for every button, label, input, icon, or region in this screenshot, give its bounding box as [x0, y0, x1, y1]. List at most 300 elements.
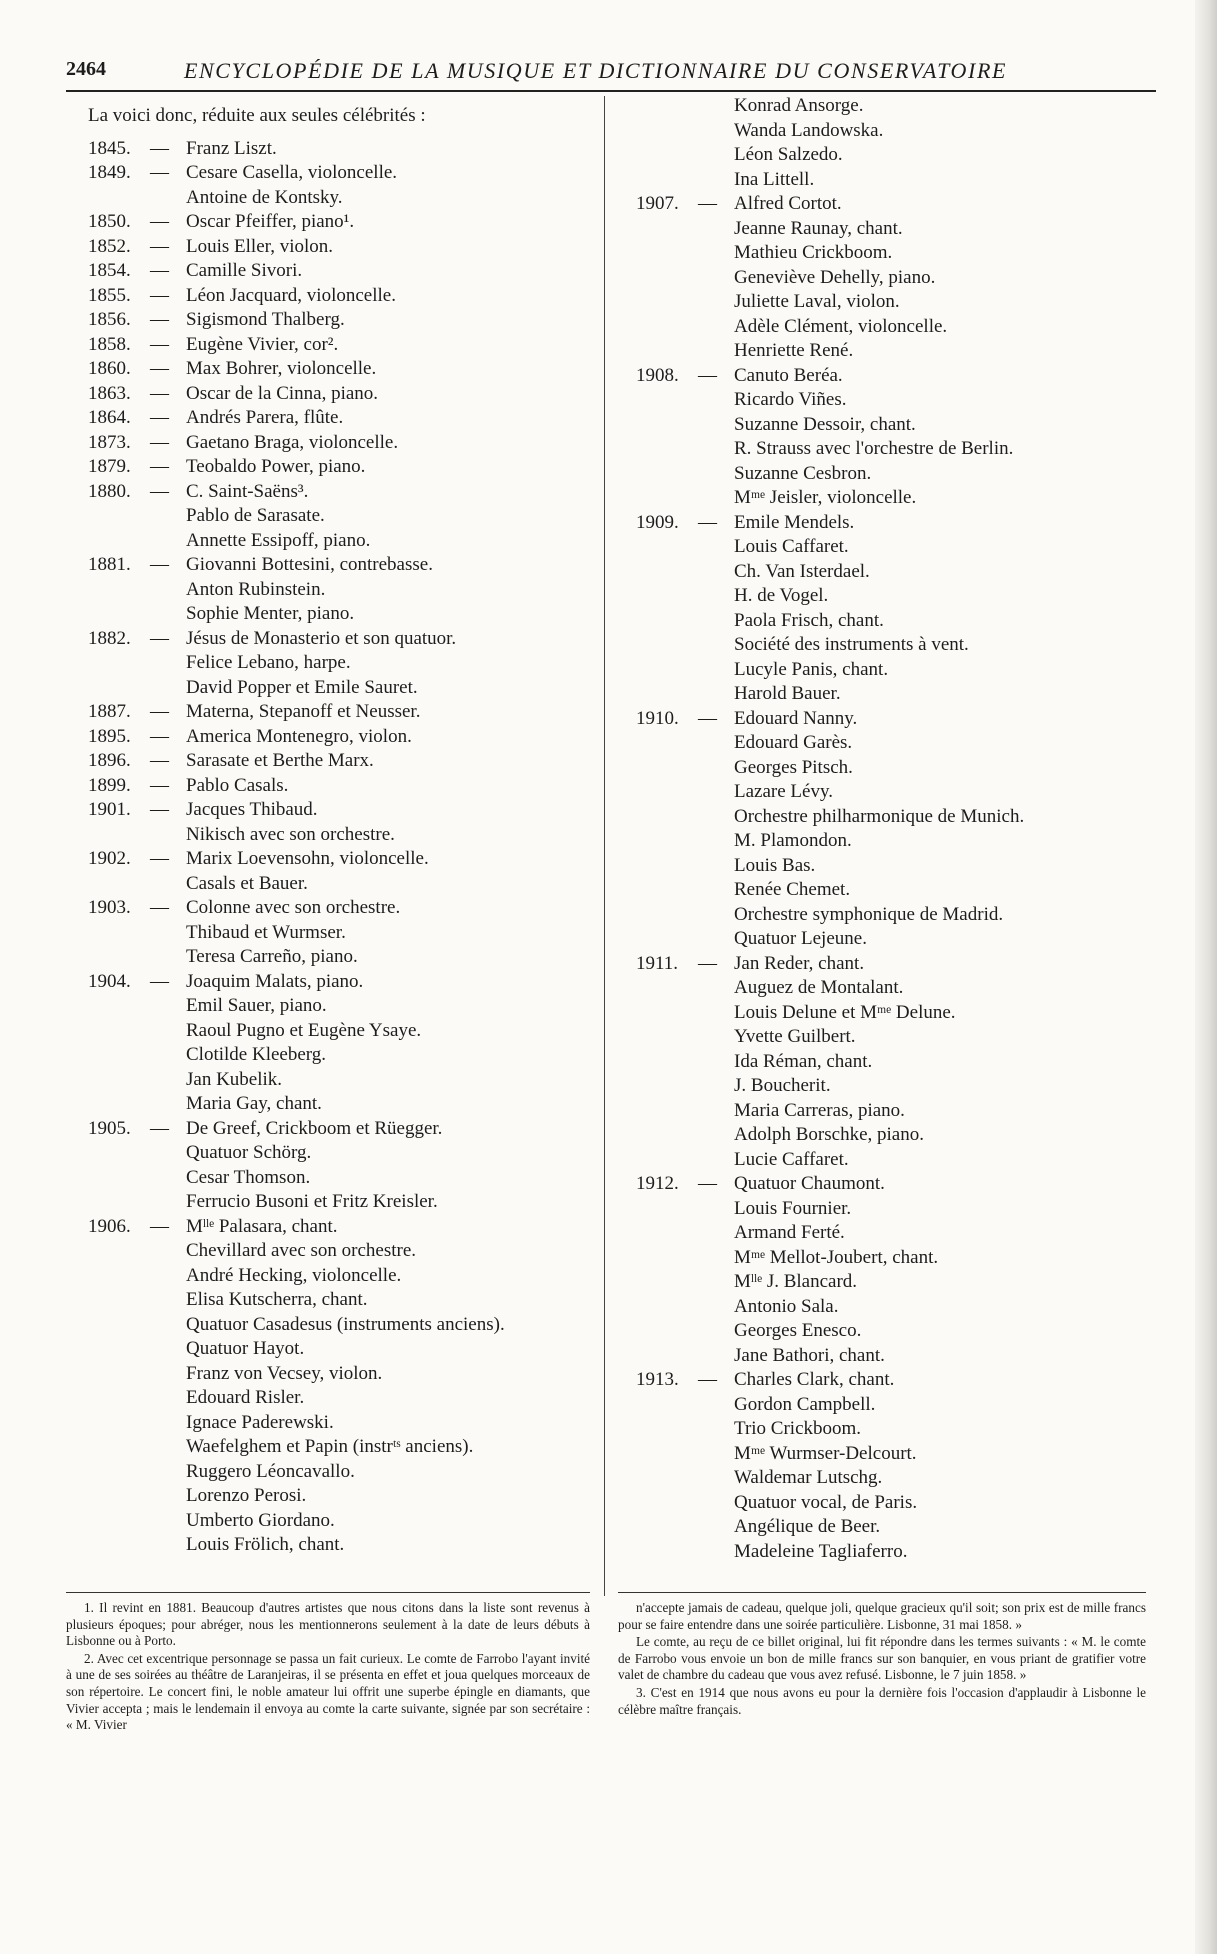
intro-text: La voici donc, réduite aux seules célébrités :: [88, 105, 426, 126]
entry-year: 1856.: [88, 309, 131, 330]
entry-name: Renée Chemet.: [734, 879, 851, 900]
list-entry: [88, 700, 598, 725]
list-entry: [88, 847, 598, 872]
list-entry: [636, 94, 1156, 119]
entry-name: Sigismond Thalberg.: [186, 309, 345, 330]
list-entry: [88, 1141, 598, 1166]
entry-name: Emil Sauer, piano.: [186, 995, 327, 1016]
entry-dash: —: [698, 1173, 717, 1194]
list-entry: [88, 970, 598, 995]
page-header: [66, 58, 1156, 90]
list-entry: [88, 823, 598, 848]
entry-name: Louis Bas.: [734, 854, 816, 876]
entry-year: 1895.: [88, 725, 131, 747]
header-rule: [66, 90, 1156, 92]
entry-name: Quatuor Schörg.: [186, 1142, 312, 1163]
list-entry: [636, 1540, 1156, 1565]
entry-dash: —: [150, 970, 169, 992]
entry-name: Paola Frisch, chant.: [734, 609, 884, 631]
entry-name: Chevillard avec son orchestre.: [186, 1240, 417, 1261]
list-entry: [88, 1092, 598, 1117]
entry-year: 1901.: [88, 799, 131, 820]
entry-name: Mᵐᵉ Mellot-Joubert, chant.: [734, 1246, 939, 1268]
list-entry: [88, 259, 598, 284]
entry-name: Oscar Pfeiffer, piano¹.: [186, 211, 355, 232]
entry-name: Maria Gay, chant.: [186, 1093, 322, 1114]
list-entry: [636, 1466, 1156, 1491]
entry-name: Franz von Vecsey, violon.: [186, 1362, 383, 1384]
list-entry: [88, 1460, 598, 1485]
entry-year: 1873.: [88, 431, 131, 453]
list-entry: [636, 1270, 1156, 1295]
list-entry: [636, 560, 1156, 585]
entry-dash: —: [150, 701, 169, 722]
entry-name: R. Strauss avec l'orchestre de Berlin.: [734, 438, 1014, 459]
footnote-paragraph: 2. Avec cet excentrique personnage se passa un fait curieux. Le comte de Farrobo l'ayant invité à une de ses soirées au théâtre de Laranjeiras, il se présenta en effet et joua quelques morceaux de son répertoire. Le concert fini, le noble amateur lui offrit une superbe épingle en diamants, que Vivier accepta ; mais le lendemain il envoya au comte la carte suivante, signée par son secrétaire : « M. Vivier: [66, 1650, 590, 1733]
entry-name: Ricardo Viñes.: [734, 389, 847, 410]
entry-dash: —: [150, 333, 169, 355]
entry-year: 1908.: [636, 364, 679, 386]
list-entry: [88, 921, 598, 946]
entry-name: Max Bohrer, violoncelle.: [186, 358, 377, 379]
entry-name: C. Saint-Saëns³.: [186, 480, 309, 502]
list-entry: [88, 1509, 598, 1534]
list-entry: [636, 241, 1156, 266]
entry-name: Ferrucio Busoni et Fritz Kreisler.: [186, 1191, 438, 1212]
entry-name: Mˡˡᵉ Palasara, chant.: [186, 1215, 338, 1237]
list-entry: [88, 749, 598, 774]
entry-year: 1852.: [88, 235, 131, 257]
entry-name: Raoul Pugno et Eugène Ysaye.: [186, 1019, 422, 1041]
entry-name: Antonio Sala.: [734, 1295, 839, 1317]
list-entry: [88, 382, 598, 407]
entry-name: Jan Kubelik.: [186, 1068, 283, 1090]
list-entry: [88, 333, 598, 358]
list-entry: [88, 431, 598, 456]
entry-name: Jacques Thibaud.: [186, 799, 318, 820]
entry-name: Eugène Vivier, cor².: [186, 333, 339, 355]
list-entry: [88, 1264, 598, 1289]
entry-name: Pablo de Sarasate.: [186, 505, 325, 526]
list-entry: [88, 504, 598, 529]
list-entry: [636, 682, 1156, 707]
list-entry: [88, 1386, 598, 1411]
entry-name: Clotilde Kleeberg.: [186, 1044, 327, 1065]
entry-name: Emile Mendels.: [734, 511, 855, 533]
entry-name: André Hecking, violoncelle.: [186, 1264, 402, 1286]
list-entry: [636, 143, 1156, 168]
entry-name: Pablo Casals.: [186, 774, 289, 796]
list-entry: [636, 290, 1156, 315]
footnote-paragraph: 1. Il revint en 1881. Beaucoup d'autres artistes que nous citons dans la liste sont revenus à plusieurs époques; pour abréger, nous les mentionnerons seulement à la date de leurs débuts à Lisbonne ou à Porto.: [66, 1600, 590, 1649]
entry-name: Ida Réman, chant.: [734, 1050, 873, 1072]
entry-name: Cesar Thomson.: [186, 1166, 311, 1188]
list-entry: [636, 535, 1156, 560]
list-entry: [636, 1197, 1156, 1222]
list-entry: [636, 731, 1156, 756]
entry-year: 1854.: [88, 260, 131, 281]
entry-name: Quatuor Chaumont.: [734, 1173, 885, 1194]
list-entry: [636, 756, 1156, 781]
entry-name: Léon Salzedo.: [734, 144, 843, 165]
list-entry: [636, 511, 1156, 536]
entry-dash: —: [150, 162, 169, 183]
entry-name: Nikisch avec son orchestre.: [186, 823, 395, 845]
entry-name: Lazare Lévy.: [734, 781, 833, 802]
list-entry: [636, 1148, 1156, 1173]
entry-dash: —: [698, 511, 717, 533]
entry-name: Juliette Laval, violon.: [734, 291, 900, 312]
footnote-paragraph: Le comte, au reçu de ce billet original, lui fit répondre dans les termes suivants : « M. le comte de Farrobo vous envoie un bon de mille francs sur son banquier, en vous priant de gratifier votre valet de chambre du cadeau que vous avez refusé. Lisbonne, le 7 juin 1858. »: [618, 1634, 1146, 1683]
entry-name: Henriette René.: [734, 340, 854, 361]
entry-year: 1902.: [88, 848, 131, 869]
list-entry: [88, 1190, 598, 1215]
entry-dash: —: [150, 897, 169, 918]
list-entry: [88, 1337, 598, 1362]
list-entry: [636, 805, 1156, 830]
list-entry: [636, 462, 1156, 487]
entry-name: Giovanni Bottesini, contrebasse.: [186, 554, 433, 575]
list-entry: [636, 707, 1156, 732]
list-entry: [88, 1239, 598, 1264]
list-entry: [88, 774, 598, 799]
entry-dash: —: [150, 284, 169, 306]
entry-name: Edouard Risler.: [186, 1387, 305, 1408]
list-entry: [88, 1215, 598, 1240]
entry-name: Oscar de la Cinna, piano.: [186, 382, 379, 404]
entry-year: 1855.: [88, 284, 131, 306]
entry-name: Lucyle Panis, chant.: [734, 658, 889, 680]
list-entry: [636, 878, 1156, 903]
page-number: 2464: [66, 58, 106, 80]
entry-dash: —: [150, 799, 169, 820]
list-entry: [88, 357, 598, 382]
footnotes-left: [66, 1600, 590, 1735]
entry-year: 1909.: [636, 511, 679, 533]
entry-name: Edouard Garès.: [734, 732, 853, 753]
entry-name: Quatuor Hayot.: [186, 1338, 305, 1359]
entry-year: 1899.: [88, 774, 131, 796]
entry-name: Franz Liszt.: [186, 137, 277, 159]
entry-year: 1911.: [636, 952, 679, 974]
entry-name: Ina Littell.: [734, 168, 815, 190]
list-entry: [88, 1313, 598, 1338]
list-entry: [88, 210, 598, 235]
list-entry: [88, 553, 598, 578]
list-entry: [88, 1043, 598, 1068]
entry-name: Louis Frölich, chant.: [186, 1534, 345, 1555]
entry-dash: —: [150, 480, 169, 502]
list-entry: [88, 284, 598, 309]
list-entry: [636, 1025, 1156, 1050]
entry-dash: —: [698, 952, 717, 974]
list-entry: [636, 1368, 1156, 1393]
entry-name: David Popper et Emile Sauret.: [186, 676, 418, 698]
entry-year: 1906.: [88, 1215, 131, 1237]
entry-dash: —: [150, 1117, 169, 1139]
list-entry: [636, 976, 1156, 1001]
left-column: [88, 104, 598, 1558]
list-entry: [88, 308, 598, 333]
list-entry: [88, 1288, 598, 1313]
entry-name: Auguez de Montalant.: [734, 977, 904, 998]
list-entry: [88, 1435, 598, 1460]
list-entry: [636, 780, 1156, 805]
entry-name: Quatuor vocal, de Paris.: [734, 1491, 918, 1513]
list-entry: [636, 633, 1156, 658]
entry-name: Jeanne Raunay, chant.: [734, 217, 903, 239]
entry-name: Materna, Stepanoff et Neusser.: [186, 701, 421, 722]
list-entry: [88, 1166, 598, 1191]
entry-name: Thibaud et Wurmser.: [186, 921, 346, 943]
list-entry: [88, 529, 598, 554]
entry-name: Teobaldo Power, piano.: [186, 456, 366, 477]
entry-dash: —: [150, 358, 169, 379]
entry-dash: —: [150, 554, 169, 575]
entry-dash: —: [150, 137, 169, 159]
entry-name: Elisa Kutscherra, chant.: [186, 1289, 368, 1310]
list-entry: [636, 413, 1156, 438]
entry-name: Umberto Giordano.: [186, 1509, 335, 1531]
list-entry: [88, 455, 598, 480]
list-entry: [88, 1068, 598, 1093]
entry-name: Geneviève Dehelly, piano.: [734, 266, 936, 288]
entry-name: Suzanne Dessoir, chant.: [734, 413, 916, 435]
list-entry: [88, 651, 598, 676]
list-entry: [88, 137, 598, 162]
entry-dash: —: [150, 456, 169, 477]
entry-name: Cesare Casella, violoncelle.: [186, 162, 398, 183]
list-entry: [636, 1295, 1156, 1320]
entry-year: 1881.: [88, 554, 131, 575]
list-entry: [636, 1246, 1156, 1271]
entry-year: 1887.: [88, 701, 131, 722]
list-entry: [88, 161, 598, 186]
entry-name: Trio Crickboom.: [734, 1418, 862, 1439]
list-entry: [636, 1491, 1156, 1516]
list-entry: [636, 829, 1156, 854]
list-entry: [88, 186, 598, 211]
running-title: ENCYCLOPÉDIE DE LA MUSIQUE ET DICTIONNAIRE DU CONSERVATOIRE: [184, 58, 1008, 83]
left-entries: [88, 137, 598, 1558]
entry-name: Wanda Landowska.: [734, 119, 884, 141]
entry-dash: —: [150, 1215, 169, 1237]
entry-name: Colonne avec son orchestre.: [186, 897, 401, 918]
entry-name: Waldemar Lutschg.: [734, 1467, 883, 1488]
entry-name: J. Boucherit.: [734, 1075, 831, 1096]
entry-year: 1880.: [88, 480, 131, 502]
entry-dash: —: [150, 750, 169, 771]
entry-name: Charles Clark, chant.: [734, 1369, 895, 1390]
entry-dash: —: [150, 382, 169, 404]
entry-name: Annette Essipoff, piano.: [186, 529, 371, 551]
footnote-rule-right: [618, 1592, 1146, 1593]
entry-dash: —: [698, 707, 717, 729]
list-entry: [88, 1117, 598, 1142]
list-entry: [88, 1362, 598, 1387]
entry-year: 1882.: [88, 627, 131, 649]
list-entry: [636, 266, 1156, 291]
entry-name: Lucie Caffaret.: [734, 1148, 849, 1170]
entry-name: Quatuor Lejeune.: [734, 928, 867, 949]
entry-name: Gordon Campbell.: [734, 1393, 876, 1415]
entry-name: Joaquim Malats, piano.: [186, 970, 364, 992]
list-entry: [636, 339, 1156, 364]
list-entry: [88, 945, 598, 970]
list-entry: [636, 1099, 1156, 1124]
entry-year: 1850.: [88, 211, 131, 232]
page-edge: [1195, 0, 1217, 1954]
entry-year: 1913.: [636, 1369, 679, 1390]
entry-year: 1845.: [88, 137, 131, 159]
entry-dash: —: [150, 774, 169, 796]
entry-year: 1904.: [88, 970, 131, 992]
footnotes-right: [618, 1600, 1146, 1719]
entry-name: Marix Loevensohn, violoncelle.: [186, 848, 429, 869]
list-entry: [88, 578, 598, 603]
entry-dash: —: [150, 260, 169, 281]
entry-year: 1912.: [636, 1173, 679, 1194]
list-entry: [636, 1515, 1156, 1540]
entry-name: Jane Bathori, chant.: [734, 1344, 885, 1366]
entry-name: Orchestre symphonique de Madrid.: [734, 903, 1004, 925]
right-entries: [636, 94, 1156, 1564]
right-column: [636, 94, 1156, 1564]
entry-dash: —: [698, 364, 717, 386]
entry-name: Adolph Borschke, piano.: [734, 1124, 924, 1145]
entry-name: Madeleine Tagliaferro.: [734, 1540, 908, 1562]
entry-name: Jésus de Monasterio et son quatuor.: [186, 627, 457, 649]
list-entry: [636, 584, 1156, 609]
column-divider: [604, 96, 605, 1596]
entry-name: Canuto Beréa.: [734, 364, 843, 386]
entry-name: Lorenzo Perosi.: [186, 1485, 307, 1506]
list-entry: [636, 1417, 1156, 1442]
list-entry: [88, 235, 598, 260]
list-entry: [88, 480, 598, 505]
list-entry: [88, 798, 598, 823]
list-entry: [636, 609, 1156, 634]
entry-name: America Montenegro, violon.: [186, 725, 412, 747]
list-entry: [88, 406, 598, 431]
entry-name: Ch. Van Isterdael.: [734, 560, 870, 582]
entry-name: Yvette Guilbert.: [734, 1026, 856, 1047]
list-entry: [636, 1442, 1156, 1467]
list-entry: [636, 1074, 1156, 1099]
entry-year: 1863.: [88, 382, 131, 404]
list-entry: [636, 1001, 1156, 1026]
list-entry: [636, 437, 1156, 462]
entry-name: Ignace Paderewski.: [186, 1411, 334, 1433]
entry-name: Andrés Parera, flûte.: [186, 407, 344, 428]
entry-dash: —: [150, 627, 169, 649]
list-entry: [636, 1344, 1156, 1369]
entry-dash: —: [698, 193, 717, 214]
entry-name: Sophie Menter, piano.: [186, 603, 355, 624]
footnote-paragraph: n'accepte jamais de cadeau, quelque joli, quelque gracieux qu'il soit; son prix est de mille francs pour se faire entendre dans une soirée particulière. Lisbonne, 31 mai 1858. »: [618, 1600, 1146, 1632]
entry-name: Mˡˡᵉ J. Blancard.: [734, 1271, 858, 1292]
list-entry: [636, 1123, 1156, 1148]
entry-name: Sarasate et Berthe Marx.: [186, 750, 374, 771]
entry-name: Teresa Carreño, piano.: [186, 946, 358, 967]
list-entry: [636, 658, 1156, 683]
entry-year: 1849.: [88, 162, 131, 183]
list-entry: [636, 388, 1156, 413]
list-entry: [88, 602, 598, 627]
entry-name: Harold Bauer.: [734, 683, 841, 704]
list-entry: [88, 725, 598, 750]
entry-dash: —: [150, 211, 169, 232]
entry-year: 1910.: [636, 707, 679, 729]
entry-name: Maria Carreras, piano.: [734, 1099, 905, 1121]
entry-name: Jan Reder, chant.: [734, 952, 865, 974]
list-entry: [636, 315, 1156, 340]
entry-name: Konrad Ansorge.: [734, 95, 864, 116]
list-entry: [636, 364, 1156, 389]
entry-dash: —: [150, 431, 169, 453]
entry-year: 1864.: [88, 407, 131, 428]
entry-dash: —: [150, 725, 169, 747]
footnote-rule-left: [66, 1592, 590, 1593]
list-entry: [636, 486, 1156, 511]
list-entry: [636, 192, 1156, 217]
entry-dash: —: [150, 407, 169, 428]
entry-dash: —: [150, 235, 169, 257]
entry-name: Adèle Clément, violoncelle.: [734, 315, 948, 337]
entry-name: Angélique de Beer.: [734, 1516, 881, 1537]
entry-name: Louis Fournier.: [734, 1197, 852, 1219]
entry-name: Alfred Cortot.: [734, 193, 842, 214]
entry-year: 1879.: [88, 456, 131, 477]
entry-name: Louis Delune et Mᵐᵉ Delune.: [734, 1001, 956, 1023]
list-entry: [636, 1050, 1156, 1075]
list-entry: [636, 119, 1156, 144]
entry-year: 1860.: [88, 358, 131, 379]
list-entry: [636, 1319, 1156, 1344]
entry-name: De Greef, Crickboom et Rüegger.: [186, 1117, 443, 1139]
list-entry: [636, 927, 1156, 952]
list-entry: [88, 1484, 598, 1509]
entry-name: Anton Rubinstein.: [186, 578, 326, 600]
list-entry: [636, 903, 1156, 928]
list-entry: [636, 168, 1156, 193]
entry-name: Camille Sivori.: [186, 260, 303, 281]
entry-name: Louis Eller, violon.: [186, 235, 333, 257]
entry-name: Georges Pitsch.: [734, 756, 853, 778]
entry-dash: —: [150, 309, 169, 330]
entry-name: Suzanne Cesbron.: [734, 462, 872, 484]
list-entry: [88, 1533, 598, 1558]
list-entry: [88, 1019, 598, 1044]
entry-name: Société des instruments à vent.: [734, 634, 969, 655]
entry-name: Quatuor Casadesus (instruments anciens).: [186, 1313, 505, 1335]
entry-name: Louis Caffaret.: [734, 536, 849, 557]
entry-name: Felice Lebano, harpe.: [186, 652, 351, 673]
list-entry: [88, 676, 598, 701]
entry-name: Casals et Bauer.: [186, 872, 308, 894]
entry-name: Léon Jacquard, violoncelle.: [186, 284, 396, 306]
entry-year: 1903.: [88, 897, 131, 918]
list-entry: [636, 952, 1156, 977]
entry-year: 1896.: [88, 750, 131, 771]
entry-name: Mᵐᵉ Jeisler, violoncelle.: [734, 487, 917, 508]
entry-name: Waefelghem et Papin (instrᵗˢ anciens).: [186, 1436, 474, 1457]
list-entry: [88, 872, 598, 897]
entry-name: M. Plamondon.: [734, 830, 852, 851]
list-entry: [636, 1221, 1156, 1246]
list-entry: [636, 1393, 1156, 1418]
entry-name: Georges Enesco.: [734, 1320, 862, 1341]
